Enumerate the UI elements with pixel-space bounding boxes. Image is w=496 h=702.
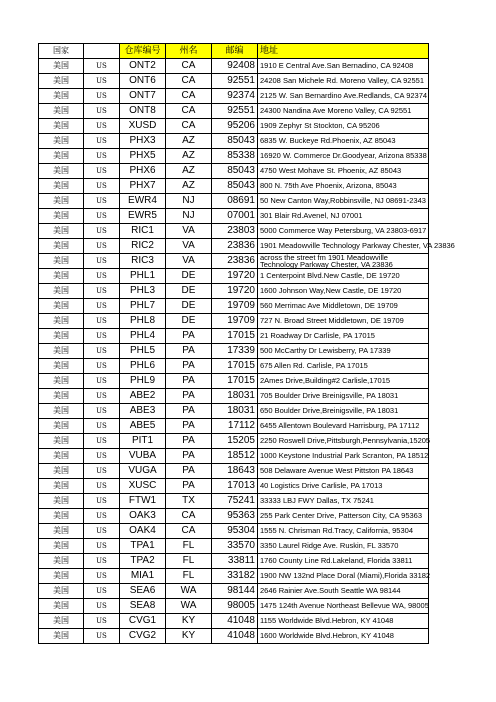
cell-address[interactable]: 6455 Allentown Boulevard Harrisburg, PA 17112 — [258, 419, 429, 434]
cell-country[interactable]: 美国 — [39, 179, 84, 194]
cell-country[interactable]: 美国 — [39, 539, 84, 554]
cell-warehouse-code[interactable]: PHX5 — [120, 149, 166, 164]
header-zip[interactable]: 邮编 — [212, 44, 258, 59]
cell-warehouse-code[interactable]: ONT7 — [120, 89, 166, 104]
cell-address[interactable]: 650 Boulder Drive,Breinigsville, PA 18031 — [258, 404, 429, 419]
cell-state[interactable]: DE — [166, 299, 212, 314]
cell-state[interactable]: CA — [166, 119, 212, 134]
cell-country-code[interactable]: US — [84, 269, 120, 284]
cell-warehouse-code[interactable]: MIA1 — [120, 569, 166, 584]
cell-country-code[interactable]: US — [84, 359, 120, 374]
cell-state[interactable]: CA — [166, 74, 212, 89]
header-address[interactable]: 地址 — [258, 44, 429, 59]
header-warehouse-code[interactable]: 仓库编号 — [120, 44, 166, 59]
table-row — [39, 134, 429, 149]
cell-address[interactable]: 2250 Roswell Drive,Pittsburgh,Pennsylvania,15205 — [258, 434, 429, 449]
cell-zip[interactable]: 19720 — [212, 284, 258, 299]
table-row — [39, 119, 429, 134]
table-row — [39, 479, 429, 494]
table-row — [39, 314, 429, 329]
table-row — [39, 554, 429, 569]
cell-state[interactable]: WA — [166, 584, 212, 599]
cell-state[interactable]: VA — [166, 224, 212, 239]
cell-country[interactable]: 美国 — [39, 434, 84, 449]
cell-zip[interactable]: 75241 — [212, 494, 258, 509]
cell-country-code[interactable]: US — [84, 344, 120, 359]
table-row — [39, 74, 429, 89]
cell-warehouse-code[interactable]: TPA2 — [120, 554, 166, 569]
table-row — [39, 89, 429, 104]
cell-address[interactable]: 16920 W. Commerce Dr.Goodyear, Arizona 85338 — [258, 149, 429, 164]
cell-zip[interactable]: 33570 — [212, 539, 258, 554]
cell-zip[interactable]: 18512 — [212, 449, 258, 464]
cell-country-code[interactable]: US — [84, 149, 120, 164]
cell-zip[interactable]: 85338 — [212, 149, 258, 164]
cell-country-code[interactable]: US — [84, 464, 120, 479]
cell-address[interactable]: 2646 Rainier Ave.South Seattle WA 98144 — [258, 584, 429, 599]
cell-warehouse-code[interactable]: PHX3 — [120, 134, 166, 149]
cell-zip[interactable]: 85043 — [212, 134, 258, 149]
cell-country[interactable]: 美国 — [39, 359, 84, 374]
cell-country-code[interactable]: US — [84, 509, 120, 524]
cell-zip[interactable]: 95206 — [212, 119, 258, 134]
cell-warehouse-code[interactable]: XUSD — [120, 119, 166, 134]
cell-country-code[interactable]: US — [84, 134, 120, 149]
cell-country[interactable]: 美国 — [39, 599, 84, 614]
cell-warehouse-code[interactable]: OAK3 — [120, 509, 166, 524]
cell-address[interactable]: 705 Boulder Drive Breinigsville, PA 18031 — [258, 389, 429, 404]
cell-address[interactable]: 560 Merrimac Ave Middletown, DE 19709 — [258, 299, 429, 314]
cell-zip[interactable]: 08691 — [212, 194, 258, 209]
cell-state[interactable]: VA — [166, 254, 212, 269]
cell-address[interactable]: 4750 West Mohave St. Phoenix, AZ 85043 — [258, 164, 429, 179]
cell-address[interactable]: 24300 Nandina Ave Moreno Valley, CA 92551 — [258, 104, 429, 119]
cell-warehouse-code[interactable]: VUBA — [120, 449, 166, 464]
cell-state[interactable]: PA — [166, 344, 212, 359]
cell-warehouse-code[interactable]: PHL7 — [120, 299, 166, 314]
cell-country[interactable]: 美国 — [39, 314, 84, 329]
header-row — [39, 44, 429, 59]
cell-country[interactable]: 美国 — [39, 389, 84, 404]
cell-address[interactable]: 1909 Zephyr St Stockton, CA 95206 — [258, 119, 429, 134]
cell-state[interactable]: AZ — [166, 179, 212, 194]
cell-address[interactable]: 33333 LBJ FWY Dallas, TX 75241 — [258, 494, 429, 509]
cell-address[interactable]: 1475 124th Avenue Northeast Bellevue WA, 98005 — [258, 599, 429, 614]
table-row — [39, 179, 429, 194]
cell-warehouse-code[interactable]: RIC2 — [120, 239, 166, 254]
cell-zip[interactable]: 23836 — [212, 239, 258, 254]
cell-state[interactable]: CA — [166, 89, 212, 104]
cell-country-code[interactable]: US — [84, 329, 120, 344]
cell-country-code[interactable]: US — [84, 404, 120, 419]
cell-warehouse-code[interactable]: XUSC — [120, 479, 166, 494]
cell-warehouse-code[interactable]: EWR5 — [120, 209, 166, 224]
cell-address[interactable]: 1 Centerpoint Blvd.New Castle, DE 19720 — [258, 269, 429, 284]
table-row — [39, 629, 429, 644]
cell-zip[interactable]: 23836 — [212, 254, 258, 269]
cell-country-code[interactable]: US — [84, 374, 120, 389]
cell-zip[interactable]: 18643 — [212, 464, 258, 479]
table-row — [39, 284, 429, 299]
cell-state[interactable]: NJ — [166, 209, 212, 224]
cell-state[interactable]: CA — [166, 524, 212, 539]
cell-warehouse-code[interactable]: ONT6 — [120, 74, 166, 89]
cell-country-code[interactable]: US — [84, 59, 120, 74]
table-row — [39, 344, 429, 359]
cell-country-code[interactable]: US — [84, 434, 120, 449]
cell-zip[interactable]: 92408 — [212, 59, 258, 74]
cell-country-code[interactable]: US — [84, 284, 120, 299]
cell-address[interactable]: 675 Allen Rd. Carlisle, PA 17015 — [258, 359, 429, 374]
cell-country[interactable]: 美国 — [39, 614, 84, 629]
cell-country[interactable]: 美国 — [39, 269, 84, 284]
header-empty[interactable] — [84, 44, 120, 59]
cell-country[interactable]: 美国 — [39, 479, 84, 494]
cell-state[interactable]: PA — [166, 404, 212, 419]
cell-zip[interactable]: 41048 — [212, 614, 258, 629]
cell-country-code[interactable]: US — [84, 494, 120, 509]
cell-zip[interactable]: 85043 — [212, 164, 258, 179]
cell-country-code[interactable]: US — [84, 104, 120, 119]
cell-warehouse-code[interactable]: ABE2 — [120, 389, 166, 404]
cell-state[interactable]: CA — [166, 509, 212, 524]
cell-zip[interactable]: 92374 — [212, 89, 258, 104]
cell-country-code[interactable]: US — [84, 119, 120, 134]
table-row — [39, 494, 429, 509]
cell-zip[interactable]: 15205 — [212, 434, 258, 449]
cell-zip[interactable]: 92551 — [212, 104, 258, 119]
cell-state[interactable]: DE — [166, 314, 212, 329]
cell-country-code[interactable]: US — [84, 299, 120, 314]
cell-country-code[interactable]: US — [84, 629, 120, 644]
cell-zip[interactable]: 95304 — [212, 524, 258, 539]
cell-country-code[interactable]: US — [84, 599, 120, 614]
cell-country-code[interactable]: US — [84, 314, 120, 329]
cell-warehouse-code[interactable]: ONT2 — [120, 59, 166, 74]
cell-country[interactable]: 美国 — [39, 404, 84, 419]
cell-country[interactable]: 美国 — [39, 509, 84, 524]
cell-state[interactable]: CA — [166, 104, 212, 119]
cell-zip[interactable]: 19720 — [212, 269, 258, 284]
cell-zip[interactable]: 18031 — [212, 404, 258, 419]
cell-address[interactable]: 1900 NW 132nd Place Doral (Miami),Florida 33182 — [258, 569, 429, 584]
cell-country[interactable]: 美国 — [39, 344, 84, 359]
cell-zip[interactable]: 33182 — [212, 569, 258, 584]
cell-address[interactable]: 50 New Canton Way,Robbinsville, NJ 08691-2343 — [258, 194, 429, 209]
cell-country-code[interactable]: US — [84, 524, 120, 539]
cell-state[interactable]: DE — [166, 269, 212, 284]
cell-address[interactable]: 1155 Worldwide Blvd.Hebron, KY 41048 — [258, 614, 429, 629]
cell-country[interactable]: 美国 — [39, 164, 84, 179]
cell-address[interactable]: 1600 Worldwide Blvd.Hebron, KY 41048 — [258, 629, 429, 644]
cell-zip[interactable]: 23803 — [212, 224, 258, 239]
cell-country-code[interactable]: US — [84, 164, 120, 179]
table-row — [39, 269, 429, 284]
cell-address[interactable]: 24208 San Michele Rd. Moreno Valley, CA 92551 — [258, 74, 429, 89]
table-row — [39, 509, 429, 524]
cell-warehouse-code[interactable]: SEA8 — [120, 599, 166, 614]
cell-address[interactable]: 21 Roadway Dr Carlisle, PA 17015 — [258, 329, 429, 344]
table-row — [39, 59, 429, 74]
cell-address[interactable]: 727 N. Broad Street Middletown, DE 19709 — [258, 314, 429, 329]
cell-zip[interactable]: 17015 — [212, 359, 258, 374]
table-row — [39, 389, 429, 404]
cell-state[interactable]: VA — [166, 239, 212, 254]
cell-zip[interactable]: 17112 — [212, 419, 258, 434]
cell-country-code[interactable]: US — [84, 254, 120, 269]
cell-country-code[interactable]: US — [84, 554, 120, 569]
cell-address[interactable]: 1000 Keystone Industrial Park Scranton, PA 18512 — [258, 449, 429, 464]
header-country[interactable]: 国家 — [39, 44, 84, 59]
cell-state[interactable]: AZ — [166, 134, 212, 149]
cell-country[interactable]: 美国 — [39, 464, 84, 479]
cell-warehouse-code[interactable]: SEA6 — [120, 584, 166, 599]
cell-warehouse-code[interactable]: PHL3 — [120, 284, 166, 299]
table-row — [39, 164, 429, 179]
cell-country[interactable]: 美国 — [39, 254, 84, 269]
table-row — [39, 539, 429, 554]
cell-country[interactable]: 美国 — [39, 524, 84, 539]
cell-country[interactable]: 美国 — [39, 629, 84, 644]
table-row — [39, 599, 429, 614]
cell-zip[interactable]: 18031 — [212, 389, 258, 404]
cell-country[interactable]: 美国 — [39, 329, 84, 344]
cell-zip[interactable]: 95363 — [212, 509, 258, 524]
cell-state[interactable]: FL — [166, 569, 212, 584]
cell-address[interactable]: 1760 County Line Rd.Lakeland, Florida 33811 — [258, 554, 429, 569]
cell-country[interactable]: 美国 — [39, 149, 84, 164]
table-row — [39, 419, 429, 434]
table-row — [39, 584, 429, 599]
cell-country-code[interactable]: US — [84, 224, 120, 239]
cell-state[interactable]: PA — [166, 419, 212, 434]
table-row — [39, 614, 429, 629]
cell-warehouse-code[interactable]: EWR4 — [120, 194, 166, 209]
cell-country-code[interactable]: US — [84, 539, 120, 554]
cell-country[interactable]: 美国 — [39, 104, 84, 119]
table-row — [39, 329, 429, 344]
table-row — [39, 104, 429, 119]
cell-address[interactable]: 1555 N. Chrisman Rd.Tracy, California, 95304 — [258, 524, 429, 539]
cell-state[interactable]: NJ — [166, 194, 212, 209]
cell-warehouse-code[interactable]: PHL5 — [120, 344, 166, 359]
cell-state[interactable]: WA — [166, 599, 212, 614]
cell-zip[interactable]: 41048 — [212, 629, 258, 644]
cell-warehouse-code[interactable]: CVG2 — [120, 629, 166, 644]
cell-warehouse-code[interactable]: ABE5 — [120, 419, 166, 434]
header-state[interactable]: 州名 — [166, 44, 212, 59]
cell-state[interactable]: CA — [166, 59, 212, 74]
table-row — [39, 149, 429, 164]
cell-address[interactable]: 800 N. 75th Ave Phoenix, Arizona, 85043 — [258, 179, 429, 194]
cell-zip[interactable]: 85043 — [212, 179, 258, 194]
cell-warehouse-code[interactable]: ABE3 — [120, 404, 166, 419]
cell-country[interactable]: 美国 — [39, 134, 84, 149]
cell-country-code[interactable]: US — [84, 614, 120, 629]
cell-country[interactable]: 美国 — [39, 209, 84, 224]
cell-address[interactable]: across the street fm 1901 Meadowville Technology Parkway Chester, VA 23836 — [258, 254, 429, 269]
cell-warehouse-code[interactable]: RIC3 — [120, 254, 166, 269]
table-row — [39, 209, 429, 224]
cell-warehouse-code[interactable]: PHL6 — [120, 359, 166, 374]
cell-country[interactable]: 美国 — [39, 449, 84, 464]
cell-address[interactable]: 2125 W. San Bernardino Ave.Redlands, CA 92374 — [258, 89, 429, 104]
cell-country[interactable]: 美国 — [39, 374, 84, 389]
cell-zip[interactable]: 92551 — [212, 74, 258, 89]
cell-state[interactable]: PA — [166, 464, 212, 479]
cell-address[interactable]: 3350 Laurel Ridge Ave. Ruskin, FL 33570 — [258, 539, 429, 554]
cell-country-code[interactable]: US — [84, 74, 120, 89]
cell-address[interactable]: 508 Delaware Avenue West Pittston PA 18643 — [258, 464, 429, 479]
cell-zip[interactable]: 17015 — [212, 374, 258, 389]
cell-warehouse-code[interactable]: CVG1 — [120, 614, 166, 629]
cell-state[interactable]: FL — [166, 539, 212, 554]
cell-country[interactable]: 美国 — [39, 494, 84, 509]
cell-country-code[interactable]: US — [84, 389, 120, 404]
table-row — [39, 239, 429, 254]
cell-country[interactable]: 美国 — [39, 224, 84, 239]
cell-address[interactable]: 1910 E Central Ave.San Bernadino, CA 92408 — [258, 59, 429, 74]
cell-country-code[interactable]: US — [84, 449, 120, 464]
cell-warehouse-code[interactable]: PHL4 — [120, 329, 166, 344]
cell-country[interactable]: 美国 — [39, 554, 84, 569]
cell-state[interactable]: TX — [166, 494, 212, 509]
cell-country[interactable]: 美国 — [39, 194, 84, 209]
table-row — [39, 404, 429, 419]
cell-warehouse-code[interactable]: ONT8 — [120, 104, 166, 119]
cell-state[interactable]: KY — [166, 629, 212, 644]
cell-state[interactable]: FL — [166, 554, 212, 569]
cell-warehouse-code[interactable]: PHX6 — [120, 164, 166, 179]
cell-country[interactable]: 美国 — [39, 299, 84, 314]
cell-address[interactable]: 255 Park Center Drive, Patterson City, CA 95363 — [258, 509, 429, 524]
cell-state[interactable]: DE — [166, 284, 212, 299]
cell-state[interactable]: KY — [166, 614, 212, 629]
table-row — [39, 569, 429, 584]
cell-warehouse-code[interactable]: VUGA — [120, 464, 166, 479]
cell-address[interactable]: 1901 Meadowville Technology Parkway Chester, VA 23836 — [258, 239, 429, 254]
cell-address[interactable]: 500 McCarthy Dr Lewisberry, PA 17339 — [258, 344, 429, 359]
cell-warehouse-code[interactable]: FTW1 — [120, 494, 166, 509]
cell-state[interactable]: AZ — [166, 164, 212, 179]
cell-state[interactable]: PA — [166, 359, 212, 374]
cell-state[interactable]: PA — [166, 389, 212, 404]
cell-country-code[interactable]: US — [84, 584, 120, 599]
cell-address[interactable]: 6835 W. Buckeye Rd.Phoenix, AZ 85043 — [258, 134, 429, 149]
cell-country[interactable]: 美国 — [39, 59, 84, 74]
cell-country-code[interactable]: US — [84, 239, 120, 254]
cell-zip[interactable]: 33811 — [212, 554, 258, 569]
cell-state[interactable]: PA — [166, 329, 212, 344]
cell-country-code[interactable]: US — [84, 569, 120, 584]
cell-warehouse-code[interactable]: TPA1 — [120, 539, 166, 554]
cell-address[interactable]: 40 Logistics Drive Carlisle, PA 17013 — [258, 479, 429, 494]
table-row — [39, 194, 429, 209]
cell-state[interactable]: PA — [166, 449, 212, 464]
table-row — [39, 254, 429, 269]
cell-address[interactable]: 5000 Commerce Way Petersburg, VA 23803-6917 — [258, 224, 429, 239]
cell-warehouse-code[interactable]: PHL1 — [120, 269, 166, 284]
cell-zip[interactable]: 17015 — [212, 329, 258, 344]
cell-zip[interactable]: 19709 — [212, 299, 258, 314]
cell-zip[interactable]: 98144 — [212, 584, 258, 599]
cell-warehouse-code[interactable]: PIT1 — [120, 434, 166, 449]
table-row — [39, 524, 429, 539]
cell-country[interactable]: 美国 — [39, 239, 84, 254]
cell-warehouse-code[interactable]: OAK4 — [120, 524, 166, 539]
cell-country-code[interactable]: US — [84, 179, 120, 194]
cell-warehouse-code[interactable]: PHL9 — [120, 374, 166, 389]
cell-country[interactable]: 美国 — [39, 284, 84, 299]
table-row — [39, 299, 429, 314]
table-row — [39, 224, 429, 239]
cell-country[interactable]: 美国 — [39, 74, 84, 89]
cell-zip[interactable]: 19709 — [212, 314, 258, 329]
cell-country-code[interactable]: US — [84, 194, 120, 209]
cell-country-code[interactable]: US — [84, 89, 120, 104]
cell-state[interactable]: AZ — [166, 149, 212, 164]
table-row — [39, 359, 429, 374]
cell-zip[interactable]: 17013 — [212, 479, 258, 494]
table-row — [39, 434, 429, 449]
cell-warehouse-code[interactable]: RIC1 — [120, 224, 166, 239]
cell-zip[interactable]: 98005 — [212, 599, 258, 614]
cell-country[interactable]: 美国 — [39, 89, 84, 104]
cell-warehouse-code[interactable]: PHL8 — [120, 314, 166, 329]
cell-address[interactable]: 301 Blair Rd.Avenel, NJ 07001 — [258, 209, 429, 224]
cell-state[interactable]: PA — [166, 479, 212, 494]
table-row — [39, 449, 429, 464]
cell-country[interactable]: 美国 — [39, 419, 84, 434]
cell-country[interactable]: 美国 — [39, 119, 84, 134]
cell-country[interactable]: 美国 — [39, 584, 84, 599]
cell-state[interactable]: PA — [166, 434, 212, 449]
cell-country-code[interactable]: US — [84, 479, 120, 494]
cell-address[interactable]: 1600 Johnson Way,New Castle, DE 19720 — [258, 284, 429, 299]
cell-zip[interactable]: 07001 — [212, 209, 258, 224]
cell-country-code[interactable]: US — [84, 419, 120, 434]
table-row — [39, 464, 429, 479]
table-row — [39, 374, 429, 389]
cell-address[interactable]: 2Ames Drive,Building#2 Carlisle,17015 — [258, 374, 429, 389]
cell-warehouse-code[interactable]: PHX7 — [120, 179, 166, 194]
cell-country[interactable]: 美国 — [39, 569, 84, 584]
warehouse-table — [38, 43, 455, 644]
cell-state[interactable]: PA — [166, 374, 212, 389]
cell-country-code[interactable]: US — [84, 209, 120, 224]
cell-zip[interactable]: 17339 — [212, 344, 258, 359]
